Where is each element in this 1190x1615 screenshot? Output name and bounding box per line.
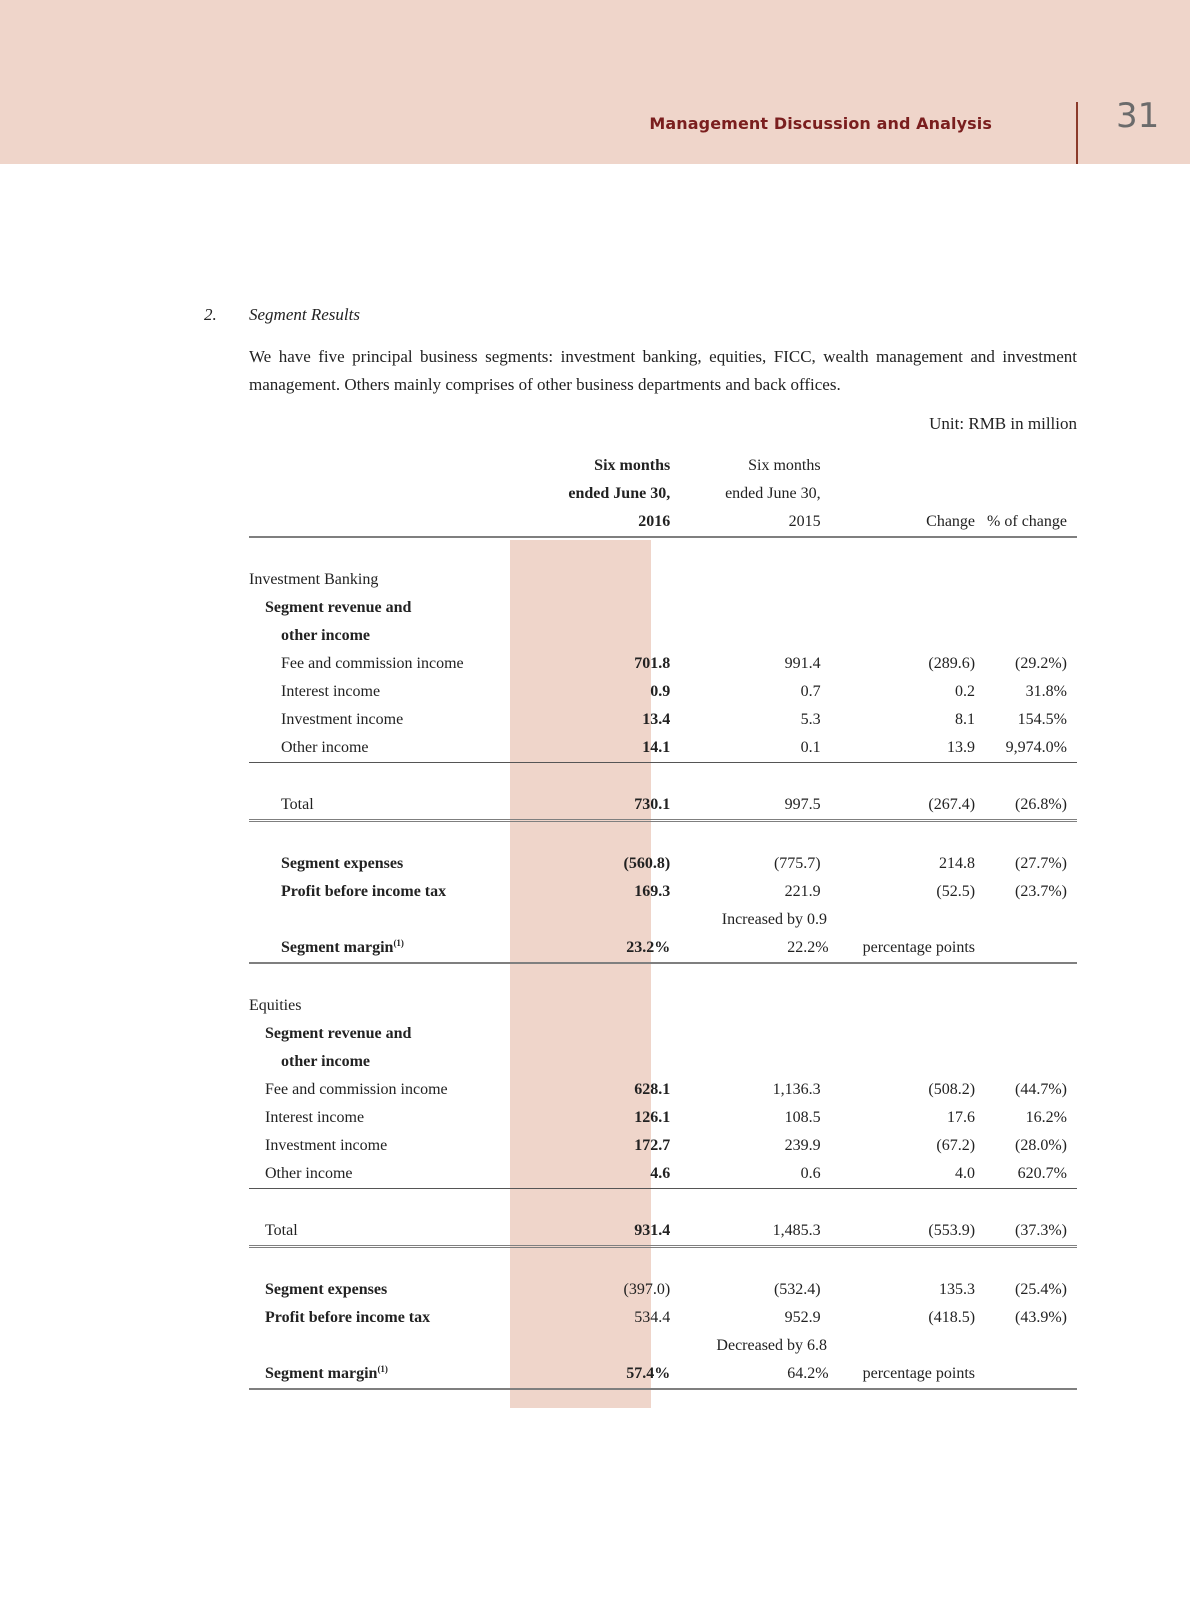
section-title: Segment Results [249,305,360,324]
col-2016-header-line2: ended June 30, [568,485,671,502]
margin-note-row: Increased by 0.9 [721,911,828,928]
page-header-band [0,0,1190,164]
col-change-header: Change [837,508,987,537]
subheading-row: other income [281,627,371,644]
table-row: Other income 4.6 0.6 4.0 620.7% [249,1160,1077,1189]
table-row: Other income 14.1 0.1 13.9 9,974.0% [249,734,1077,763]
header-title: Management Discussion and Analysis [649,114,992,133]
table-header-row [249,452,1077,480]
subheading-row: other income [281,1053,371,1070]
total-row: Total 931.4 1,485.3 (553.9) (37.3%) [249,1217,1077,1247]
margin-row: Segment margin$^{(1)}$ 57.4% 64.2% percentage points [249,1360,1077,1389]
page-number: 31 [1116,96,1160,136]
footnote-marker: (1) [377,1364,388,1374]
header-divider [1076,102,1078,164]
segment-heading-equities: Equities [249,997,302,1014]
profit-row: Profit before income tax 534.4 952.9 (418.5) (43.9%) [265,1309,1067,1326]
subheading-row: Segment revenue and [265,1025,412,1042]
col-pct-change-header: % of change [987,508,1077,537]
profit-row: Profit before income tax 169.3 221.9 (52.5) (23.7%) [281,883,1067,900]
intro-paragraph: We have five principal business segments: investment banking, equities, FICC, wealth management and investment management. Others mainly comprises of other business departments and back offices. [249,347,1077,394]
col-2015-header-line2: ended June 30, [725,485,821,502]
unit-label: Unit: RMB in million [929,414,1077,433]
table-row: Interest income 126.1 108.5 17.6 16.2% [265,1109,1067,1126]
table-header-row [249,480,1077,508]
expenses-row: Segment expenses (560.8) (775.7) 214.8 (27.7%) [281,855,1067,872]
section-number: 2. [204,305,217,324]
segment-heading-row [249,566,1077,594]
table-row: Investment income 172.7 239.9 (67.2) (28.0%) [265,1137,1067,1154]
total-row: Total 730.1 997.5 (267.4) (26.8%) [249,791,1077,821]
col-2016-header-line1: Six months [594,457,671,474]
col-2016-header-line3: 2016 [528,508,682,537]
footnote-marker: (1) [393,938,404,948]
segment-results-table-wrap [249,452,1077,1390]
expenses-row: Segment expenses (397.0) (532.4) 135.3 (25.4%) [265,1281,1067,1298]
table-header-row [249,508,1077,537]
margin-row: Segment margin$^{(1)}$ 23.2% 22.2% percentage points [249,934,1077,963]
subheading-row: Segment revenue and [265,599,412,616]
segment-results-table [249,452,1077,1390]
col-2015-header-line1: Six months [748,457,821,474]
segment-heading-row [249,992,1077,1020]
table-row: Investment income 13.4 5.3 8.1 154.5% [281,711,1067,728]
table-row: Fee and commission income 628.1 1,136.3 (508.2) (44.7%) [265,1081,1067,1098]
table-row: Interest income 0.9 0.7 0.2 31.8% [281,683,1067,700]
col-2015-header-line3: 2015 [682,508,836,537]
margin-note-row: Decreased by 6.8 [716,1337,828,1354]
segment-heading-investment-banking: Investment Banking [249,571,379,588]
table-row: Fee and commission income 701.8 991.4 (289.6) (29.2%) [281,655,1067,672]
